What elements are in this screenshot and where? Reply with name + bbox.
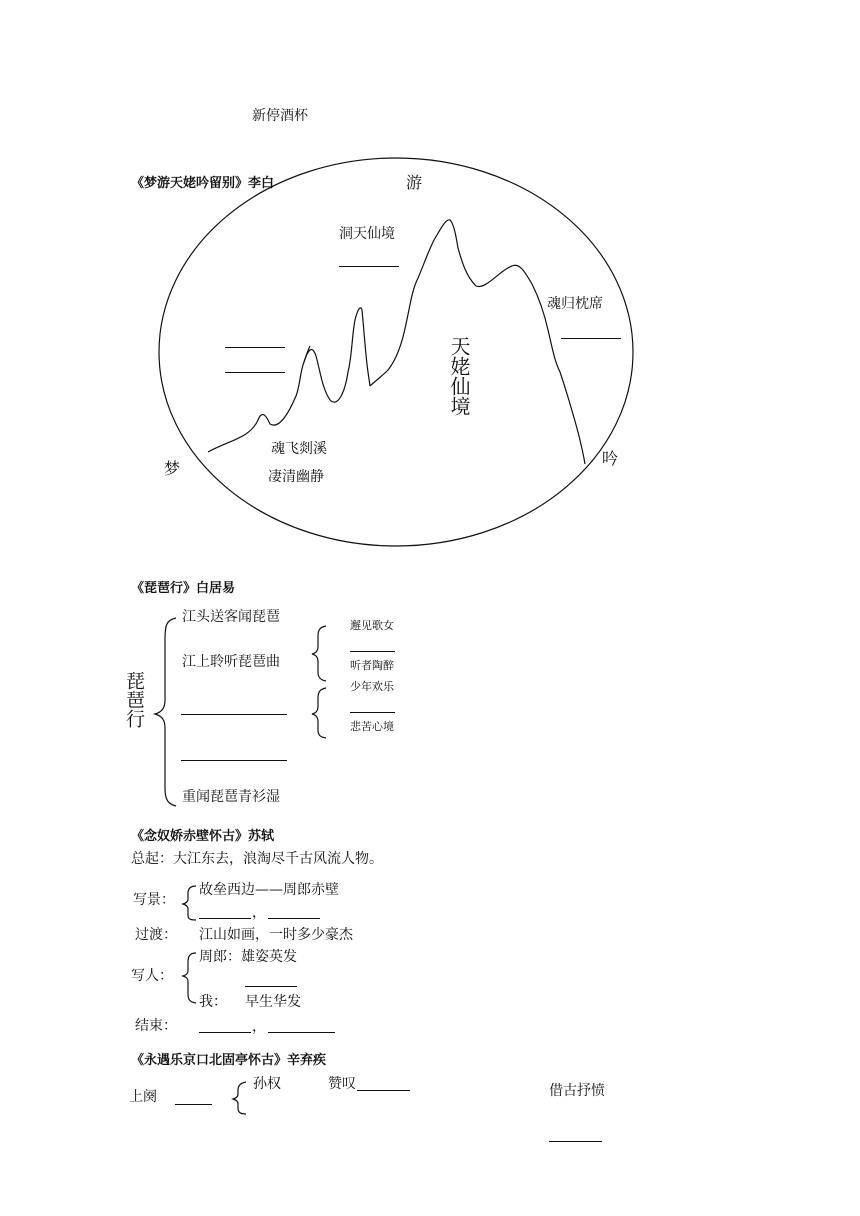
me-text: 早生华发 (245, 994, 301, 1010)
praise-label: 赞叹 (328, 1076, 356, 1092)
note-dongtian: 洞天仙境 (339, 226, 395, 242)
praise-blank (357, 1090, 410, 1091)
end-blank-1 (199, 1032, 251, 1033)
transition-text: 江山如画，一时多少豪杰 (199, 927, 353, 943)
peak-label: 天姥仙境 (447, 336, 471, 416)
scene-blank-2 (268, 918, 320, 919)
pipa-blank-3 (181, 714, 287, 715)
blank-dongtian (339, 266, 399, 267)
poem4-title: 《永遇乐京口北固亭怀古》辛弃疾 (131, 1053, 327, 1068)
scene-comma: ， (252, 905, 266, 921)
mountain-main (370, 220, 585, 464)
blank-left-1 (225, 347, 285, 348)
people-brace (183, 953, 196, 1003)
pipa-sub-c: 少年欢乐 (350, 680, 394, 693)
pipa-sub-b: 听者陶醉 (350, 659, 394, 672)
pipa-main-brace (155, 618, 176, 806)
zhoulang-line: 周郎：雄姿英发 (199, 949, 297, 965)
poem3-title: 《念奴娇赤壁怀古》苏轼 (131, 829, 275, 844)
pipa-item-last: 重闻琵琶青衫湿 (182, 789, 280, 805)
end-blank-2 (268, 1032, 335, 1033)
scene-label: 写景： (133, 892, 175, 908)
upper-blank (175, 1104, 212, 1105)
transition-label: 过渡： (135, 927, 177, 943)
poem2-title: 《琵琶行》白居易 (131, 581, 236, 596)
scene-line: 故垒西边——周郎赤壁 (199, 882, 339, 898)
pipa-blank-4 (181, 760, 287, 761)
poem3-summary: 总起：大江东去，浪淘尽千古风流人物。 (131, 851, 383, 867)
blank-hungui (561, 338, 621, 339)
pipa-sub-blank-2 (350, 712, 395, 713)
note-qiqing: 凄清幽静 (268, 469, 324, 485)
pipa-item-2: 江上聆听琵琶曲 (182, 654, 280, 670)
jiegu-blank (549, 1141, 602, 1142)
note-hunfei: 魂飞剡溪 (271, 441, 327, 457)
mountain-outline (208, 308, 362, 452)
label-you: 游 (406, 173, 423, 192)
blank-left-2 (225, 372, 285, 373)
end-comma: ， (252, 1019, 266, 1035)
zhoulang-blank (245, 986, 297, 987)
poem1-title: 《梦游天姥吟留别》李白 (131, 176, 275, 191)
people-label: 写人： (131, 968, 173, 984)
end-label: 结束： (135, 1018, 177, 1034)
pipa-sub-brace-1 (312, 626, 326, 681)
pipa-sub-brace-2 (312, 688, 326, 738)
label-meng: 梦 (164, 459, 181, 478)
scene-brace (183, 886, 196, 920)
sunquan: 孙权 (253, 1076, 281, 1092)
jiegu: 借古抒愤 (549, 1083, 605, 1099)
me-label: 我： (199, 994, 227, 1010)
scene-blank-1 (199, 918, 251, 919)
label-yin: 吟 (602, 449, 619, 468)
mountain-valley (362, 310, 370, 386)
pipa-sub-a: 邂见歌女 (350, 619, 394, 632)
dream-circle (159, 158, 633, 546)
upper-label: 上阕 (129, 1089, 157, 1105)
mountain-left-peak (304, 346, 310, 362)
note-hungui: 魂归枕席 (547, 296, 603, 312)
pipa-item-1: 江头送客闻琵琶 (182, 609, 280, 625)
pipa-sub-d: 悲苦心境 (350, 720, 394, 733)
pipa-side-label: 琵琶行 (123, 671, 145, 728)
upper-brace (233, 1082, 246, 1114)
header-text: 新停酒杯 (252, 108, 308, 124)
pipa-sub-blank-1 (350, 651, 395, 652)
